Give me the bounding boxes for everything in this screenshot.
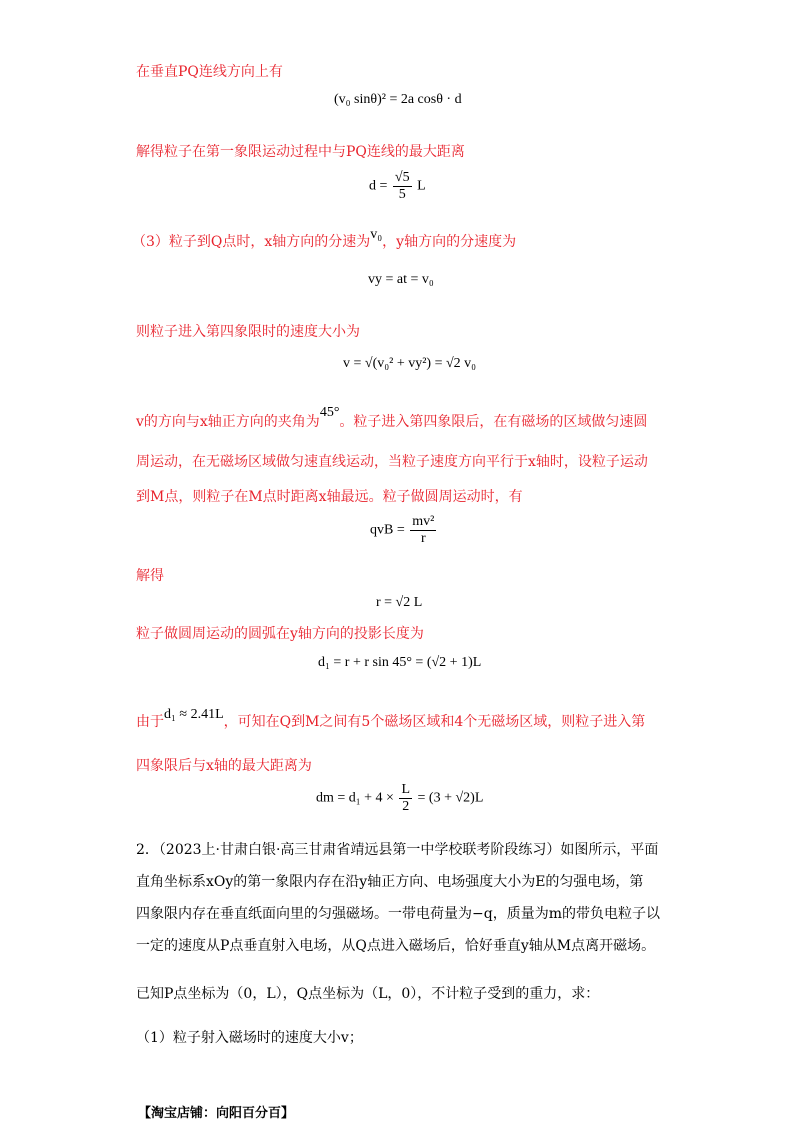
- problem-line-5: 已知P点坐标为（0，L），Q点坐标为（L，0），不计粒子受到的重力，求：: [136, 986, 600, 1002]
- text-5b: 。粒子进入第四象限后，在有磁场的区域做匀速圆: [339, 414, 648, 430]
- eq10-fraction: [399, 782, 412, 815]
- text-3b: ，y轴方向的分速度为: [382, 234, 517, 250]
- footer-shop-label: 【淘宝店铺：向阳百分百】: [138, 1106, 295, 1121]
- problem-line-3: 四象限内存在垂直纸面向里的匀强磁场。一带电荷量为−q，质量为m的带负电粒子以: [136, 906, 660, 922]
- problem-line-1: 2．（2023上·甘肃白银·高三甘肃省靖远县第一中学校联考阶段练习）如图所示，平面: [136, 842, 659, 858]
- solution-text-2: 解得粒子在第一象限运动过程中与PQ连线的最大距离: [136, 144, 465, 160]
- eq6-num: mv²: [412, 514, 435, 529]
- solution-text-5: [136, 405, 648, 433]
- inline-v0: v₀: [370, 227, 383, 242]
- text-3a: （3）粒子到Q点时，x轴方向的分速为: [132, 234, 371, 250]
- inline-45deg: 45°: [319, 405, 340, 420]
- solution-text-9: 粒子做圆周运动的圆弧在y轴方向的投影长度为: [136, 626, 424, 642]
- eq2-den: 5: [398, 187, 406, 202]
- eq10-lhs: dm = d₁ + 4 ×: [316, 790, 394, 806]
- eq2-num: √5: [394, 170, 410, 185]
- solution-text-8: 解得: [136, 568, 164, 584]
- problem-line-4: 一定的速度从P点垂直射入电场，从Q点进入磁场后，恰好垂直y轴从M点离开磁场。: [136, 938, 656, 954]
- problem-line-6: （1）粒子射入磁场时的速度大小v；: [136, 1030, 363, 1046]
- eq2-lhs: d =: [369, 178, 388, 194]
- solution-text-7: 到M点，则粒子在M点时距离x轴最远。粒子做圆周运动时，有: [136, 489, 523, 505]
- solution-text-10: [136, 707, 646, 733]
- solution-text-3: [132, 227, 517, 253]
- text-5a: v的方向与x轴正方向的夹角为: [136, 414, 320, 430]
- equation-10: [316, 782, 483, 815]
- inline-d1: d₁ ≈ 2.41L: [164, 707, 224, 722]
- text-10b: ，可知在Q到M之间有5个磁场区域和4个无磁场区域，则粒子进入第: [223, 714, 646, 730]
- equation-6: [370, 514, 438, 547]
- equation-3: vy = at = v₀: [368, 272, 434, 287]
- eq6-fraction: [410, 514, 436, 547]
- eq2-fraction: [393, 170, 412, 203]
- solution-text-11: 四象限后与x轴的最大距离为: [136, 758, 312, 774]
- eq10-den: 2: [402, 799, 410, 814]
- equation-7: r = √2 L: [376, 595, 423, 610]
- eq10-num: L: [401, 782, 411, 797]
- eq6-den: r: [420, 531, 426, 546]
- solution-text-4: 则粒子进入第四象限时的速度大小为: [136, 324, 360, 340]
- solution-text-1: 在垂直PQ连线方向上有: [136, 64, 283, 80]
- equation-8: d₁ = r + r sin 45° = (√2 + 1)L: [318, 655, 482, 670]
- problem-line-2: 直角坐标系xOy的第一象限内存在沿y轴正方向、电场强度大小为E的匀强电场，第: [136, 874, 644, 890]
- eq2-rhs: L: [417, 178, 426, 194]
- eq10-rhs: = (3 + √2)L: [417, 790, 484, 806]
- text-10a: 由于: [136, 714, 164, 730]
- equation-2: [369, 170, 426, 203]
- eq6-lhs: qvB =: [370, 522, 405, 538]
- solution-text-6: 周运动，在无磁场区域做匀速直线运动，当粒子速度方向平行于x轴时，设粒子运动: [136, 454, 648, 470]
- equation-4: v = √(v₀² + vy²) = √2 v₀: [343, 356, 477, 371]
- equation-1: (v₀ sinθ)² = 2a cosθ · d: [334, 92, 462, 107]
